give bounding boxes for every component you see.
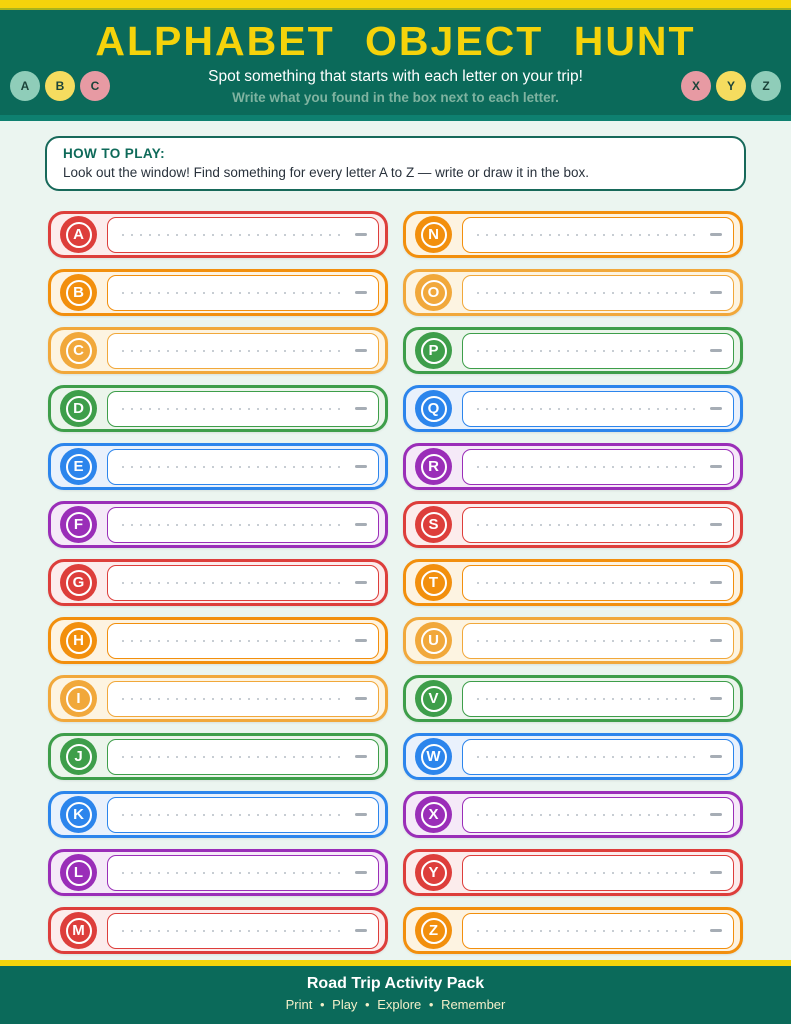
letter-column-left bbox=[48, 211, 388, 960]
dash-icon bbox=[710, 349, 722, 352]
dotted-write-line bbox=[122, 582, 343, 584]
letter-row-h bbox=[48, 617, 388, 664]
letter-row-r bbox=[403, 443, 743, 490]
letter-row-y bbox=[403, 849, 743, 896]
letter-circle-o bbox=[415, 274, 452, 311]
letter-label: Y bbox=[421, 860, 447, 886]
letter-row-w bbox=[403, 733, 743, 780]
answer-box-x[interactable] bbox=[462, 797, 734, 833]
answer-box-e[interactable] bbox=[107, 449, 379, 485]
letter-circle-q bbox=[415, 390, 452, 427]
footer bbox=[0, 966, 791, 1024]
dash-icon bbox=[710, 523, 722, 526]
dash-icon bbox=[710, 465, 722, 468]
letter-row-d bbox=[48, 385, 388, 432]
dotted-write-line bbox=[122, 930, 343, 932]
letter-row-g bbox=[48, 559, 388, 606]
how-to-play-box bbox=[45, 136, 746, 191]
letter-label: D bbox=[66, 396, 92, 422]
header-badges-xyz bbox=[681, 71, 781, 101]
dash-icon bbox=[355, 871, 367, 874]
letter-circle-l bbox=[60, 854, 97, 891]
dotted-write-line bbox=[122, 698, 343, 700]
letter-circle-d bbox=[60, 390, 97, 427]
dash-icon bbox=[710, 813, 722, 816]
answer-box-b[interactable] bbox=[107, 275, 379, 311]
letter-row-b bbox=[48, 269, 388, 316]
letter-row-e bbox=[48, 443, 388, 490]
dash-icon bbox=[355, 349, 367, 352]
dash-icon bbox=[710, 755, 722, 758]
answer-box-j[interactable] bbox=[107, 739, 379, 775]
how-to-play-heading: HOW TO PLAY: bbox=[63, 146, 166, 161]
header-letter-badge-c: C bbox=[80, 71, 110, 101]
dash-icon bbox=[355, 233, 367, 236]
letter-row-k bbox=[48, 791, 388, 838]
answer-box-a[interactable] bbox=[107, 217, 379, 253]
answer-box-h[interactable] bbox=[107, 623, 379, 659]
letter-circle-j bbox=[60, 738, 97, 775]
letter-circle-m bbox=[60, 912, 97, 949]
letter-label: A bbox=[66, 222, 92, 248]
letter-circle-c bbox=[60, 332, 97, 369]
dash-icon bbox=[355, 523, 367, 526]
top-accent-strip bbox=[0, 0, 791, 10]
letter-label: F bbox=[66, 512, 92, 538]
letter-row-v bbox=[403, 675, 743, 722]
letter-circle-f bbox=[60, 506, 97, 543]
header-bottom-strip bbox=[0, 115, 791, 121]
letter-column-right bbox=[403, 211, 743, 960]
answer-box-f[interactable] bbox=[107, 507, 379, 543]
answer-box-k[interactable] bbox=[107, 797, 379, 833]
letter-row-j bbox=[48, 733, 388, 780]
dotted-write-line bbox=[122, 466, 343, 468]
letter-circle-g bbox=[60, 564, 97, 601]
letter-circle-e bbox=[60, 448, 97, 485]
dotted-write-line bbox=[477, 408, 698, 410]
letter-label: N bbox=[421, 222, 447, 248]
letter-label: W bbox=[421, 744, 447, 770]
letter-circle-a bbox=[60, 216, 97, 253]
dash-icon bbox=[355, 465, 367, 468]
letter-circle-z bbox=[415, 912, 452, 949]
answer-box-l[interactable] bbox=[107, 855, 379, 891]
letter-circle-t bbox=[415, 564, 452, 601]
page-subtitle: Spot something that starts with each letter on your trip! bbox=[208, 68, 583, 86]
dotted-write-line bbox=[477, 640, 698, 642]
letter-row-i bbox=[48, 675, 388, 722]
answer-box-m[interactable] bbox=[107, 913, 379, 949]
page-title: ALPHABET OBJECT HUNT bbox=[95, 18, 696, 64]
dotted-write-line bbox=[477, 872, 698, 874]
letter-label: J bbox=[66, 744, 92, 770]
dash-icon bbox=[710, 929, 722, 932]
header-badges-abc bbox=[10, 71, 110, 101]
letter-circle-s bbox=[415, 506, 452, 543]
dotted-write-line bbox=[477, 234, 698, 236]
dash-icon bbox=[355, 755, 367, 758]
letter-row-u bbox=[403, 617, 743, 664]
answer-box-i[interactable] bbox=[107, 681, 379, 717]
footer-title: Road Trip Activity Pack bbox=[306, 975, 485, 992]
letter-row-o bbox=[403, 269, 743, 316]
letter-circle-p bbox=[415, 332, 452, 369]
letter-label: B bbox=[66, 280, 92, 306]
letter-row-l bbox=[48, 849, 388, 896]
dotted-write-line bbox=[122, 350, 343, 352]
letter-label: C bbox=[66, 338, 92, 364]
dash-icon bbox=[710, 407, 722, 410]
letter-label: H bbox=[66, 628, 92, 654]
dash-icon bbox=[710, 233, 722, 236]
letter-label: S bbox=[421, 512, 447, 538]
dotted-write-line bbox=[122, 756, 343, 758]
dotted-write-line bbox=[122, 640, 343, 642]
dotted-write-line bbox=[477, 524, 698, 526]
dash-icon bbox=[710, 697, 722, 700]
letter-label: Q bbox=[421, 396, 447, 422]
dotted-write-line bbox=[122, 814, 343, 816]
letter-row-m bbox=[48, 907, 388, 954]
dash-icon bbox=[710, 639, 722, 642]
answer-box-t[interactable] bbox=[462, 565, 734, 601]
answer-box-q[interactable] bbox=[462, 391, 734, 427]
dash-icon bbox=[355, 639, 367, 642]
header-letter-badge-a: A bbox=[10, 71, 40, 101]
header-letter-badge-x: X bbox=[681, 71, 711, 101]
letter-circle-r bbox=[415, 448, 452, 485]
dotted-write-line bbox=[477, 292, 698, 294]
header-letter-badge-z: Z bbox=[751, 71, 781, 101]
dotted-write-line bbox=[122, 408, 343, 410]
letter-circle-h bbox=[60, 622, 97, 659]
dotted-write-line bbox=[122, 292, 343, 294]
letter-row-x bbox=[403, 791, 743, 838]
letter-row-f bbox=[48, 501, 388, 548]
answer-box-n[interactable] bbox=[462, 217, 734, 253]
letter-label: I bbox=[66, 686, 92, 712]
dotted-write-line bbox=[122, 234, 343, 236]
letter-label: G bbox=[66, 570, 92, 596]
dotted-write-line bbox=[477, 930, 698, 932]
letter-label: K bbox=[66, 802, 92, 828]
dash-icon bbox=[355, 929, 367, 932]
answer-box-z[interactable] bbox=[462, 913, 734, 949]
letter-circle-w bbox=[415, 738, 452, 775]
letter-row-a bbox=[48, 211, 388, 258]
footer-tagline: Print • Play • Explore • Remember bbox=[285, 997, 506, 1012]
letter-circle-b bbox=[60, 274, 97, 311]
answer-box-g[interactable] bbox=[107, 565, 379, 601]
dash-icon bbox=[355, 581, 367, 584]
letter-label: T bbox=[421, 570, 447, 596]
dotted-write-line bbox=[122, 872, 343, 874]
dash-icon bbox=[355, 813, 367, 816]
letter-label: Z bbox=[421, 918, 447, 944]
letter-label: V bbox=[421, 686, 447, 712]
answer-box-p[interactable] bbox=[462, 333, 734, 369]
dash-icon bbox=[710, 291, 722, 294]
letter-label: L bbox=[66, 860, 92, 886]
letter-row-t bbox=[403, 559, 743, 606]
dash-icon bbox=[355, 407, 367, 410]
letter-label: U bbox=[421, 628, 447, 654]
dotted-write-line bbox=[477, 466, 698, 468]
letter-circle-v bbox=[415, 680, 452, 717]
how-to-play-text: Look out the window! Find something for every letter A to Z — write or draw it in the box. bbox=[63, 165, 589, 180]
dash-icon bbox=[355, 291, 367, 294]
dotted-write-line bbox=[477, 350, 698, 352]
letter-label: P bbox=[421, 338, 447, 364]
letter-row-z bbox=[403, 907, 743, 954]
dash-icon bbox=[710, 581, 722, 584]
page-instruction-note: Write what you found in the box next to each letter. bbox=[232, 90, 559, 106]
letter-row-s bbox=[403, 501, 743, 548]
dash-icon bbox=[355, 697, 367, 700]
letter-circle-x bbox=[415, 796, 452, 833]
answer-box-w[interactable] bbox=[462, 739, 734, 775]
letter-label: E bbox=[66, 454, 92, 480]
answer-box-r[interactable] bbox=[462, 449, 734, 485]
letter-label: M bbox=[66, 918, 92, 944]
dotted-write-line bbox=[477, 814, 698, 816]
answer-box-c[interactable] bbox=[107, 333, 379, 369]
header bbox=[0, 10, 791, 115]
dotted-write-line bbox=[477, 756, 698, 758]
answer-box-d[interactable] bbox=[107, 391, 379, 427]
letter-row-n bbox=[403, 211, 743, 258]
header-letter-badge-y: Y bbox=[716, 71, 746, 101]
letter-row-c bbox=[48, 327, 388, 374]
letter-row-p bbox=[403, 327, 743, 374]
letter-row-q bbox=[403, 385, 743, 432]
header-letter-badge-b: B bbox=[45, 71, 75, 101]
letter-label: X bbox=[421, 802, 447, 828]
letter-circle-u bbox=[415, 622, 452, 659]
letter-label: R bbox=[421, 454, 447, 480]
answer-box-o[interactable] bbox=[462, 275, 734, 311]
dotted-write-line bbox=[477, 582, 698, 584]
dash-icon bbox=[710, 871, 722, 874]
letter-circle-i bbox=[60, 680, 97, 717]
answer-box-v[interactable] bbox=[462, 681, 734, 717]
letter-circle-k bbox=[60, 796, 97, 833]
answer-box-u[interactable] bbox=[462, 623, 734, 659]
answer-box-y[interactable] bbox=[462, 855, 734, 891]
letter-circle-y bbox=[415, 854, 452, 891]
dotted-write-line bbox=[122, 524, 343, 526]
letter-label: O bbox=[421, 280, 447, 306]
answer-box-s[interactable] bbox=[462, 507, 734, 543]
letter-circle-n bbox=[415, 216, 452, 253]
letter-grid bbox=[48, 211, 743, 960]
dotted-write-line bbox=[477, 698, 698, 700]
